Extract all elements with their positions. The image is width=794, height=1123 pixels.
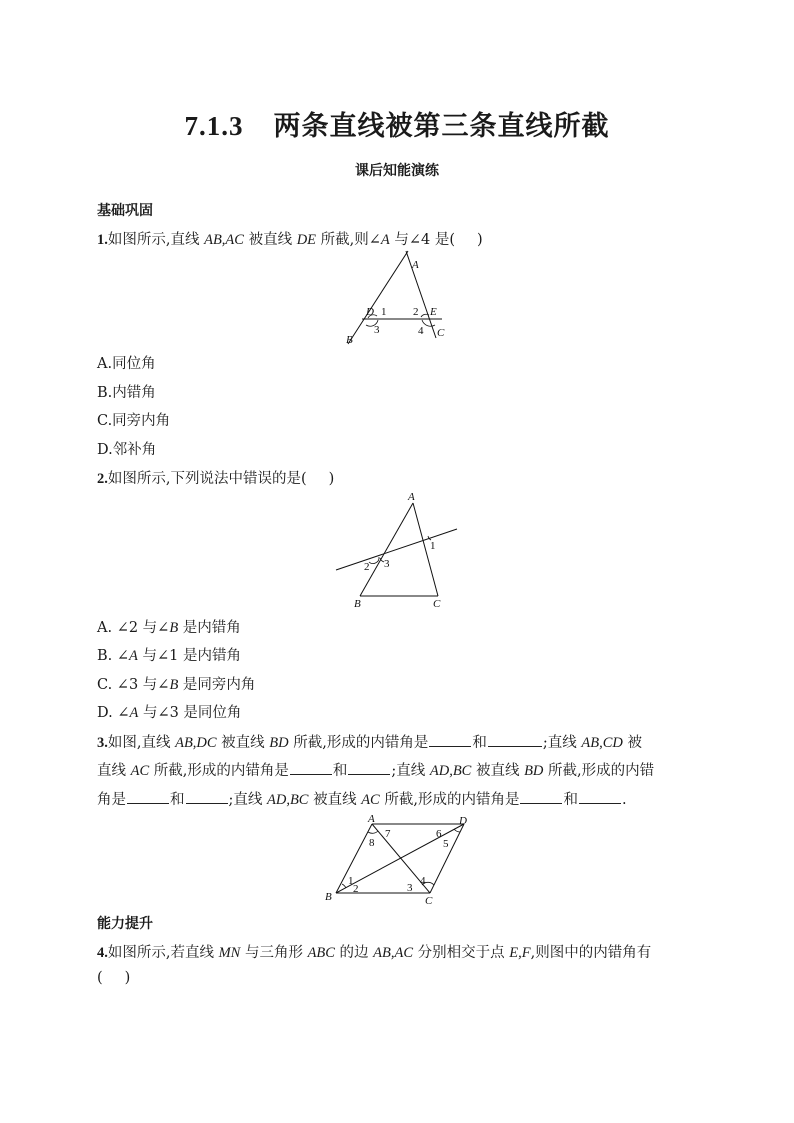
q4-var-abc: ABC [307, 945, 335, 961]
angle-arc-b [342, 884, 346, 888]
point-b-label: B [346, 334, 353, 346]
q1-option-d[interactable]: D.邻补角 [97, 442, 157, 458]
q3-l3-c: ;直线 [228, 792, 267, 808]
page-title [0, 104, 794, 143]
angle-3-label: 3 [407, 882, 413, 894]
q4-close-paren: ) [124, 970, 131, 986]
q2-b-pre: B. ∠ [97, 648, 130, 664]
q1-text-d: 与∠4 是( [389, 232, 456, 248]
point-b-label: B [325, 891, 332, 903]
page-subtitle: 课后知能演练 [355, 163, 439, 179]
q2-d-pre: D. ∠ [97, 705, 130, 721]
blank-3[interactable] [290, 760, 332, 775]
point-b-label: B [354, 598, 361, 610]
point-d-label: D [459, 815, 467, 827]
q3-l2-v1: AC [130, 763, 150, 779]
side-ab [360, 503, 413, 596]
q4-var-ef: E,F [509, 945, 531, 961]
q4-text-b: 与三角形 [240, 945, 308, 961]
angle-arc-a [368, 831, 378, 833]
angle-6-label: 6 [436, 828, 442, 840]
q3-l2-v3: BD [524, 763, 544, 779]
q3-l3-v2: AC [361, 792, 380, 808]
section-advanced: 能力提升 [97, 916, 153, 932]
q2-c-pre: C. ∠3 与∠ [97, 677, 170, 693]
point-a-label: A [368, 813, 375, 825]
q2-option-b[interactable] [97, 644, 241, 665]
angle-2-label: 2 [353, 883, 359, 895]
q3-l3-v1: AD,BC [267, 792, 309, 808]
q1-text-a: 如图所示,直线 [107, 232, 205, 248]
q2-close: ) [328, 471, 335, 487]
q1-var-a: A [380, 232, 390, 248]
q2-d-var: A [129, 705, 139, 721]
q3-l2-f: 所截,形成的内错 [543, 763, 655, 779]
angle-1-label: 1 [430, 540, 436, 552]
question-2-figure [332, 488, 462, 612]
q3-l1-v3: AB,CD [581, 735, 623, 751]
question-3-figure [322, 812, 472, 906]
q3-l1-f: 被 [622, 735, 642, 751]
q4-open-paren: ( [97, 970, 103, 986]
q3-l2-c: 和 [332, 763, 348, 779]
q3-l2-b: 所截,形成的内错角是 [149, 763, 289, 779]
q3-l2-e: 被直线 [471, 763, 525, 779]
blank-1[interactable] [429, 732, 471, 747]
q3-l1-v1: AB,DC [175, 735, 217, 751]
question-4-number: 4. [97, 945, 108, 961]
q1-text-e: ) [477, 232, 483, 248]
point-a-label: A [408, 491, 415, 503]
angle-2-label: 2 [413, 306, 419, 318]
blank-7[interactable] [520, 789, 562, 804]
q3-l3-e: 所截,形成的内错角是 [379, 792, 520, 808]
q3-l1-b: 被直线 [216, 735, 270, 751]
q3-l1-v2: BD [269, 735, 289, 751]
q4-text-d: 分别相交于点 [413, 945, 510, 961]
question-3-line-1 [97, 731, 642, 752]
q3-l1-e: ;直线 [542, 735, 582, 751]
question-1-figure [340, 248, 460, 348]
q2-option-d[interactable] [97, 701, 241, 722]
question-1-stem [97, 228, 483, 249]
q2-b-post: 与∠1 是内错角 [137, 648, 241, 664]
angle-8-label: 8 [369, 837, 375, 849]
q1-var-ab-ac: AB,AC [204, 232, 244, 248]
q2-c-var: B [169, 677, 179, 693]
angle-3-label: 3 [384, 558, 390, 570]
angle-7-label: 7 [385, 828, 391, 840]
question-2-number: 2. [97, 471, 108, 487]
q3-l3-b: 和 [170, 792, 185, 808]
q2-a-pre: A. ∠2 与∠ [97, 620, 170, 636]
q2-option-c[interactable] [97, 673, 255, 694]
question-3-line-2 [97, 759, 654, 780]
question-2-stem [97, 467, 334, 488]
blank-5[interactable] [127, 789, 169, 804]
q2-a-var: B [169, 620, 179, 636]
question-4-answer-paren[interactable] [97, 970, 130, 986]
point-e-label: E [430, 306, 437, 318]
angle-5-label: 5 [443, 838, 449, 850]
q3-l2-a: 直线 [97, 763, 131, 779]
q3-l2-d: ;直线 [391, 763, 430, 779]
q3-l3-f: 和 [563, 792, 578, 808]
point-a-label: A [412, 259, 419, 271]
q3-l3-g: . [621, 792, 627, 808]
blank-4[interactable] [348, 760, 390, 775]
point-c-label: C [433, 598, 441, 610]
q2-c-post: 是同旁内角 [178, 677, 256, 693]
q3-l1-c: 所截,形成的内错角是 [288, 735, 429, 751]
question-4-stem [97, 941, 651, 962]
q4-text-c: 的边 [334, 945, 374, 961]
q4-text-e: ,则图中的内错角有 [530, 945, 652, 961]
q2-d-post: 与∠3 是同位角 [138, 705, 242, 721]
q2-a-post: 是内错角 [178, 620, 241, 636]
q1-text-c: 所截,则∠ [316, 232, 381, 248]
q3-l1-d: 和 [472, 735, 487, 751]
q2-option-a[interactable] [97, 616, 241, 637]
q1-option-a[interactable]: A.同位角 [97, 356, 156, 372]
angle-1-label: 1 [381, 306, 387, 318]
q1-var-de: DE [296, 232, 317, 248]
q4-var-mn: MN [218, 945, 241, 961]
point-c-label: C [425, 895, 433, 906]
angle-3-label: 3 [374, 324, 380, 336]
point-c-label: C [437, 327, 445, 339]
angle-arc-4 [422, 320, 435, 326]
q3-l3-a: 角是 [97, 792, 126, 808]
title-text: 两条直线被第三条直线所截 [273, 111, 610, 142]
angle-2-label: 2 [364, 561, 370, 573]
angle-4-label: 4 [420, 875, 426, 887]
transversal [336, 529, 457, 570]
angle-4-label: 4 [418, 325, 424, 337]
q4-var-ab-ac: AB,AC [373, 945, 414, 961]
q1-option-b[interactable]: B.内错角 [97, 385, 156, 401]
blank-6[interactable] [186, 789, 228, 804]
question-1-number: 1. [97, 232, 108, 248]
q3-l3-d: 被直线 [308, 792, 362, 808]
q1-option-c[interactable]: C.同旁内角 [97, 413, 171, 429]
question-3-number: 3. [97, 735, 108, 751]
q2-b-var: A [129, 648, 138, 664]
section-basic: 基础巩固 [97, 203, 153, 219]
angle-1-label: 1 [348, 875, 354, 887]
point-d-label: D [366, 306, 374, 318]
q3-l2-v2: AD,BC [429, 763, 472, 779]
q2-text: 如图所示,下列说法中错误的是( [107, 471, 307, 487]
blank-8[interactable] [579, 789, 621, 804]
section-number: 7.1.3 [184, 111, 244, 141]
angle-arc-d [454, 829, 460, 832]
q3-l1-a: 如图,直线 [107, 735, 176, 751]
blank-2[interactable] [488, 732, 542, 747]
question-3-line-3 [97, 788, 627, 809]
q4-text-a: 如图所示,若直线 [107, 945, 219, 961]
q1-text-b: 被直线 [243, 232, 297, 248]
